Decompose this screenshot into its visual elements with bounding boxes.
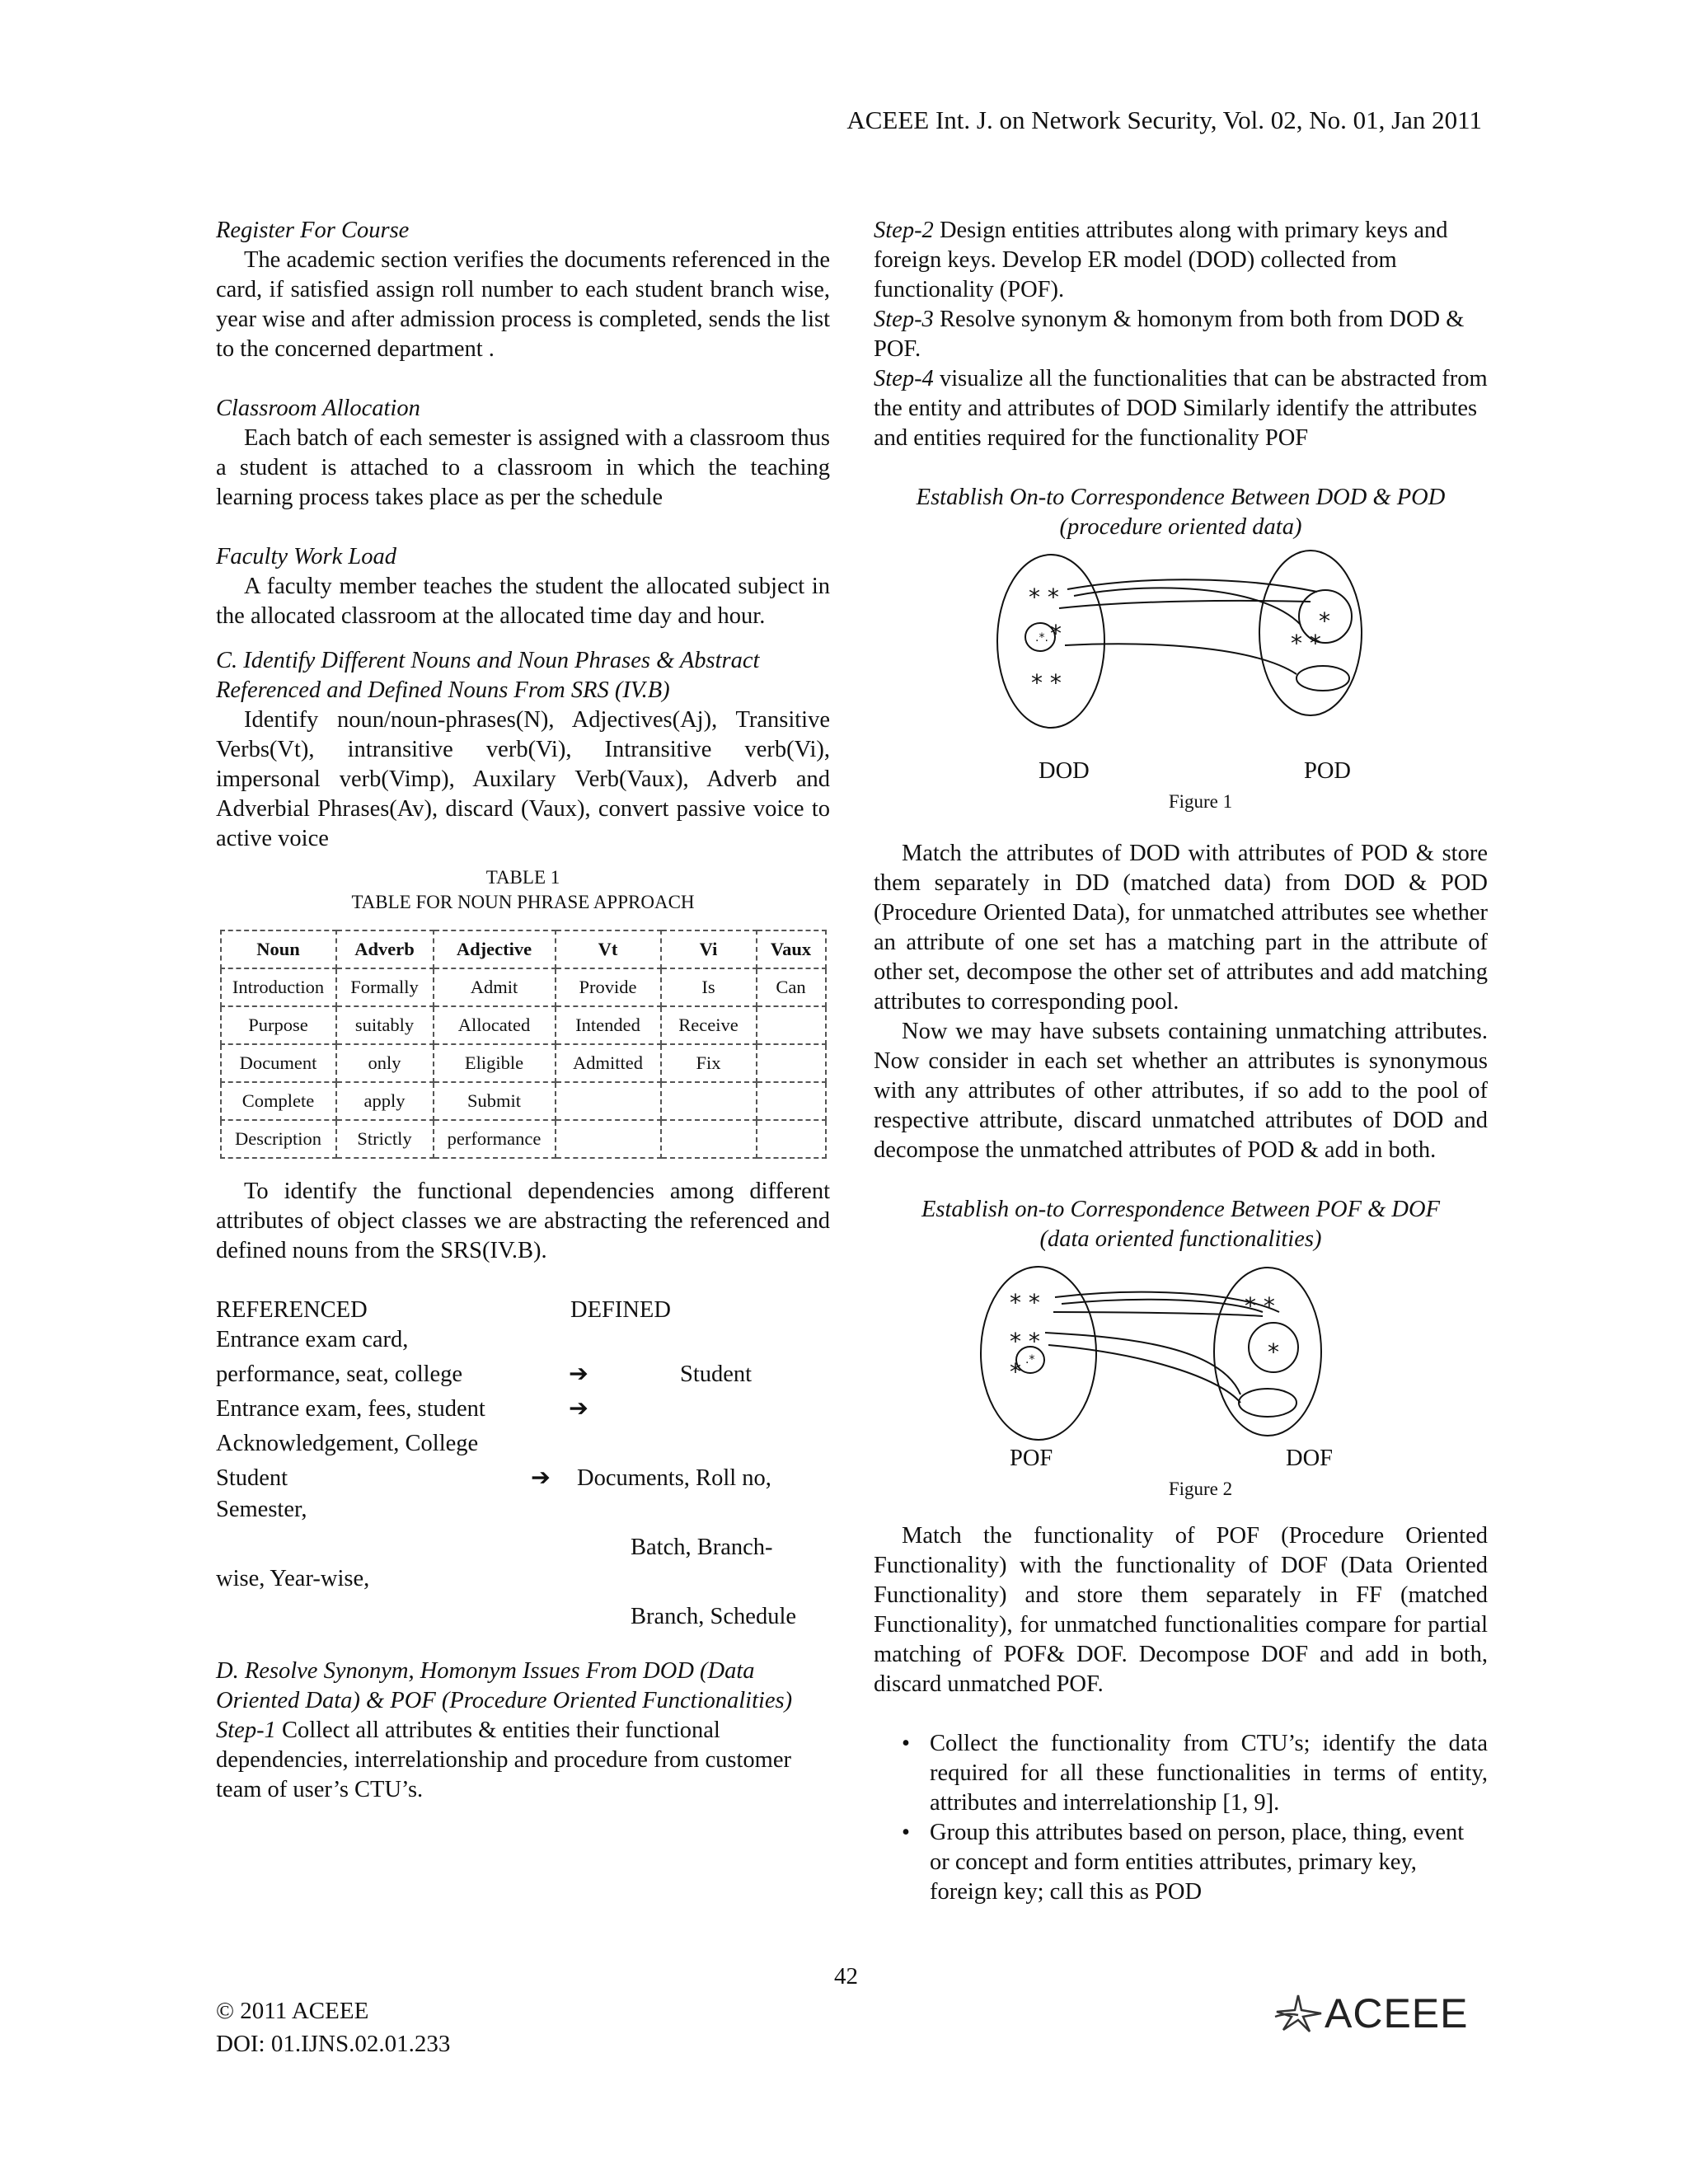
step1-label: Step-1 [216,1718,276,1743]
arrow-icon: ➔ [531,1465,551,1491]
section-c-body: Identify noun/noun-phrases(N), Adjectives(Aj), Transitive Verbs(Vt), intransitive verb(Vi), Intransitive verb(Vi), impersonal verb(Vimp), Auxilary Verb(Vaux), Adverb and Adverbial Phrases(Av), discard (Vaux), convert passive voice to active voice [216,707,830,851]
noun-phrase-table [220,930,827,1159]
referenced-heading: REFERENCED [216,1297,368,1323]
table-cell: only [336,1044,434,1082]
match-attributes-paragraph: Match the attributes of DOD with attributes of POD & store them separately in DD (matched data) from DOD & POD (Procedure Oriented Data), for unmatched attributes see whether an attribute of one set has a matching part in the attribute of other set, decompose the other set of attributes and add matching attributes to corresponding pool. [874,841,1488,1015]
ref-row [216,1390,830,1424]
mapping-line [1045,1333,1240,1394]
step3-label: Step-3 [874,307,934,332]
step4-label: Step-4 [874,366,934,391]
ref-line: Entrance exam, fees, student [216,1396,485,1422]
figure2-subtitle: (data oriented functionalities) [1039,1226,1322,1252]
figure1-labels [874,757,1488,790]
mapping-line [1074,588,1301,625]
table-row [221,1082,826,1120]
unmatched-attributes-paragraph: Now we may have subsets containing unmatching attributes. Now consider in each set whether an attributes is synonymous with any attributes of other attributes, if so add to the pool of respective attribute, discard unmatched attributes of DOD and decompose the unmatched attributes of POD & add in both. [874,1019,1488,1163]
table-row [221,968,826,1006]
ref-line: Acknowledgement, College [216,1431,479,1456]
attribute-star: * * [1010,1289,1040,1316]
table-cell: Introduction [221,968,336,1006]
pod-inner-ellipse [1296,666,1349,691]
table-cell: Complete [221,1082,336,1120]
figure1-caption: Figure 1 [1168,791,1233,812]
doi: DOI: 01.IJNS.02.01.233 [216,2031,451,2057]
table-row [221,1044,826,1082]
table-title: TABLE FOR NOUN PHRASE APPROACH [351,892,695,912]
table-header: Noun [221,930,336,968]
table-cell: suitably [336,1006,434,1044]
figure2-title: Establish on-to Correspondence Between POF & DOF [921,1197,1440,1222]
register-title: Register For Course [216,218,410,243]
attribute-star: * [1050,620,1062,647]
faculty-title: Faculty Work Load [216,544,397,569]
table-cell: Submit [434,1082,556,1120]
table-cell: Fix [661,1044,757,1082]
table-cell: Receive [661,1006,757,1044]
left-column [216,216,830,1805]
table-header: Vt [556,930,661,968]
mapping-line [1062,1300,1263,1312]
copyright: © 2011 ACEEE [216,1998,369,2024]
table-cell: Strictly [336,1120,434,1158]
attribute-star: * [1010,1358,1021,1385]
classroom-title: Classroom Allocation [216,396,420,421]
table-cell: Can [757,968,826,1006]
figure1-diagram [874,542,1488,757]
dof-inner-ellipse [1239,1389,1296,1417]
table-cell: Document [221,1044,336,1082]
table-cell [757,1082,826,1120]
mapping-line [1065,644,1296,674]
table-row [221,1120,826,1158]
ref-line: performance, seat, college [216,1361,463,1387]
ref-row [216,1597,830,1632]
step2-body: Design entities attributes along with primary keys and foreign keys. Develop ER model (DOD) collected from functionality (POF). [874,218,1448,302]
def-line: Branch, Schedule [631,1604,797,1629]
figure2-diagram [874,1254,1488,1444]
mapping-line [1059,601,1311,608]
table-row [221,1006,826,1044]
step3-body: Resolve synonym & homonym from both from DOD & POF. [874,307,1465,362]
aceee-logo [1273,1990,1469,2037]
table-cell [661,1120,757,1158]
attribute-star: * [1319,607,1330,635]
table-cell: Admitted [556,1044,661,1082]
table-cell: Provide [556,968,661,1006]
right-column [874,216,1488,1907]
figure1-title: Establish On-to Correspondence Between DOD & POD [916,485,1446,510]
ref-row [216,1563,830,1597]
bullet-icon: • [902,1731,910,1756]
def-line: Batch, Branch- [631,1535,773,1560]
step2-paragraph [874,216,1488,305]
table-label: TABLE 1 [485,867,560,888]
list-item [874,1818,1488,1907]
step4-body: visualize all the functionalities that can be abstracted from the entity and attributes of DOD Similarly identify the attributes and entities required for the functionality POF [874,366,1488,451]
figure1-subtitle: (procedure oriented data) [1059,514,1302,540]
pod-label: POD [1304,758,1352,784]
figure2-caption: Figure 2 [1168,1479,1233,1499]
ref-line: Student [216,1465,288,1491]
table-cell: Formally [336,968,434,1006]
ref-line: Entrance exam card, [216,1327,409,1352]
arrow-icon: ➔ [569,1361,588,1387]
table-cell [556,1082,661,1120]
table-cell [757,1044,826,1082]
dof-label: DOF [1286,1446,1334,1471]
table-header: Vaux [757,930,826,968]
attribute-star: * [1268,1338,1279,1366]
mapping-line [1053,1312,1263,1316]
table-cell: Description [221,1120,336,1158]
defined-heading: DEFINED [570,1297,671,1323]
bullet-list [874,1729,1488,1907]
logo-text: ACEEE [1325,1990,1469,2036]
attribute-star: * * [1291,630,1321,657]
def-line: Student [680,1361,753,1387]
mapping-line [1048,1345,1240,1403]
ref-row [216,1424,830,1459]
ref-row [216,1493,830,1528]
attribute-star: * * [1245,1292,1275,1319]
ref-def-heading-row [216,1296,830,1325]
attribute-star: * * [1031,669,1062,696]
dod-label: DOD [1039,758,1090,784]
def-line: Documents, Roll no, [577,1465,771,1491]
table-cell: Allocated [434,1006,556,1044]
table-cell: Purpose [221,1006,336,1044]
star-logo-icon [1273,1992,1325,2035]
arrow-icon: ➔ [569,1396,588,1422]
step2-label: Step-2 [874,218,934,243]
ref-row [216,1355,830,1390]
step1-paragraph [216,1716,830,1805]
attribute-star: * * [1029,583,1059,611]
table-header: Vi [661,930,757,968]
table-header: Adjective [434,930,556,968]
attribute-star: * * [1010,1328,1040,1355]
table-cell: Eligible [434,1044,556,1082]
section-c-title: C. Identify Different Nouns and Noun Phrases & Abstract Referenced and Defined Nouns From SRS (IV.B) [216,648,760,703]
mapping-line [1067,579,1317,592]
attribute-star: .*. [1035,631,1048,644]
section-d-title: D. Resolve Synonym, Homonym Issues From DOD (Data Oriented Data) & POF (Procedure Oriented Functionalities) [216,1658,793,1713]
step1-body: Collect all attributes & entities their functional dependencies, interrelationship and procedure from customer team of user’s CTU’s. [216,1718,791,1802]
list-item-text: Group this attributes based on person, place, thing, event or concept and form entities attributes, primary key, foreign key; call this as POD [930,1820,1465,1905]
table-cell: Intended [556,1006,661,1044]
classroom-body: Each batch of each semester is assigned with a classroom thus a student is attached to a classroom in which the teaching learning process takes place as per the schedule [216,425,830,510]
register-body: The academic section verifies the documents referenced in the card, if satisfied assign roll number to each student branch wise, year wise and after admission process is completed, sends the list to the concerned department . [216,247,830,362]
pof-label: POF [1010,1446,1053,1471]
table-cell [757,1006,826,1044]
bullet-icon: • [902,1820,910,1845]
table-cell [556,1120,661,1158]
table-cell: Is [661,968,757,1006]
table-cell: performance [434,1120,556,1158]
table-cell: Admit [434,968,556,1006]
page-number: 42 [834,1963,858,1990]
faculty-body: A faculty member teaches the student the allocated subject in the allocated classroom at the allocated time day and hour. [216,574,830,629]
list-item [874,1729,1488,1818]
match-functionality-paragraph: Match the functionality of POF (Procedure Oriented Functionality) with the functionality of DOF (Data Oriented Functionality) and store them separately in FF (matched Functionality), for unmatched functionalities compare for partial matching of POF& DOF. Decompose DOF and add in both, discard unmatched POF. [874,1523,1488,1697]
step4-paragraph [874,364,1488,453]
table-cell [661,1082,757,1120]
ref-row [216,1459,830,1493]
table-header: Adverb [336,930,434,968]
table-cell [757,1120,826,1158]
list-item-text: Collect the functionality from CTU’s; identify the data required for all these functionalities in terms of entity, attributes and interrelationship [1, 9]. [930,1731,1488,1816]
after-table-paragraph: To identify the functional dependencies among different attributes of object classes we are abstracting the referenced and defined nouns from the SRS(IV.B). [216,1179,830,1263]
attribute-star: .* [1025,1353,1035,1366]
table-cell: apply [336,1082,434,1120]
step3-paragraph [874,305,1488,364]
table-header-row [221,930,826,968]
figure2-labels [874,1444,1488,1477]
footer [216,1994,450,2060]
ref-row [216,1528,830,1563]
ref-line: wise, Year-wise, [216,1566,370,1591]
journal-header: ACEEE Int. J. on Network Security, Vol. 02, No. 01, Jan 2011 [846,105,1482,134]
ref-line: Semester, [216,1497,307,1522]
